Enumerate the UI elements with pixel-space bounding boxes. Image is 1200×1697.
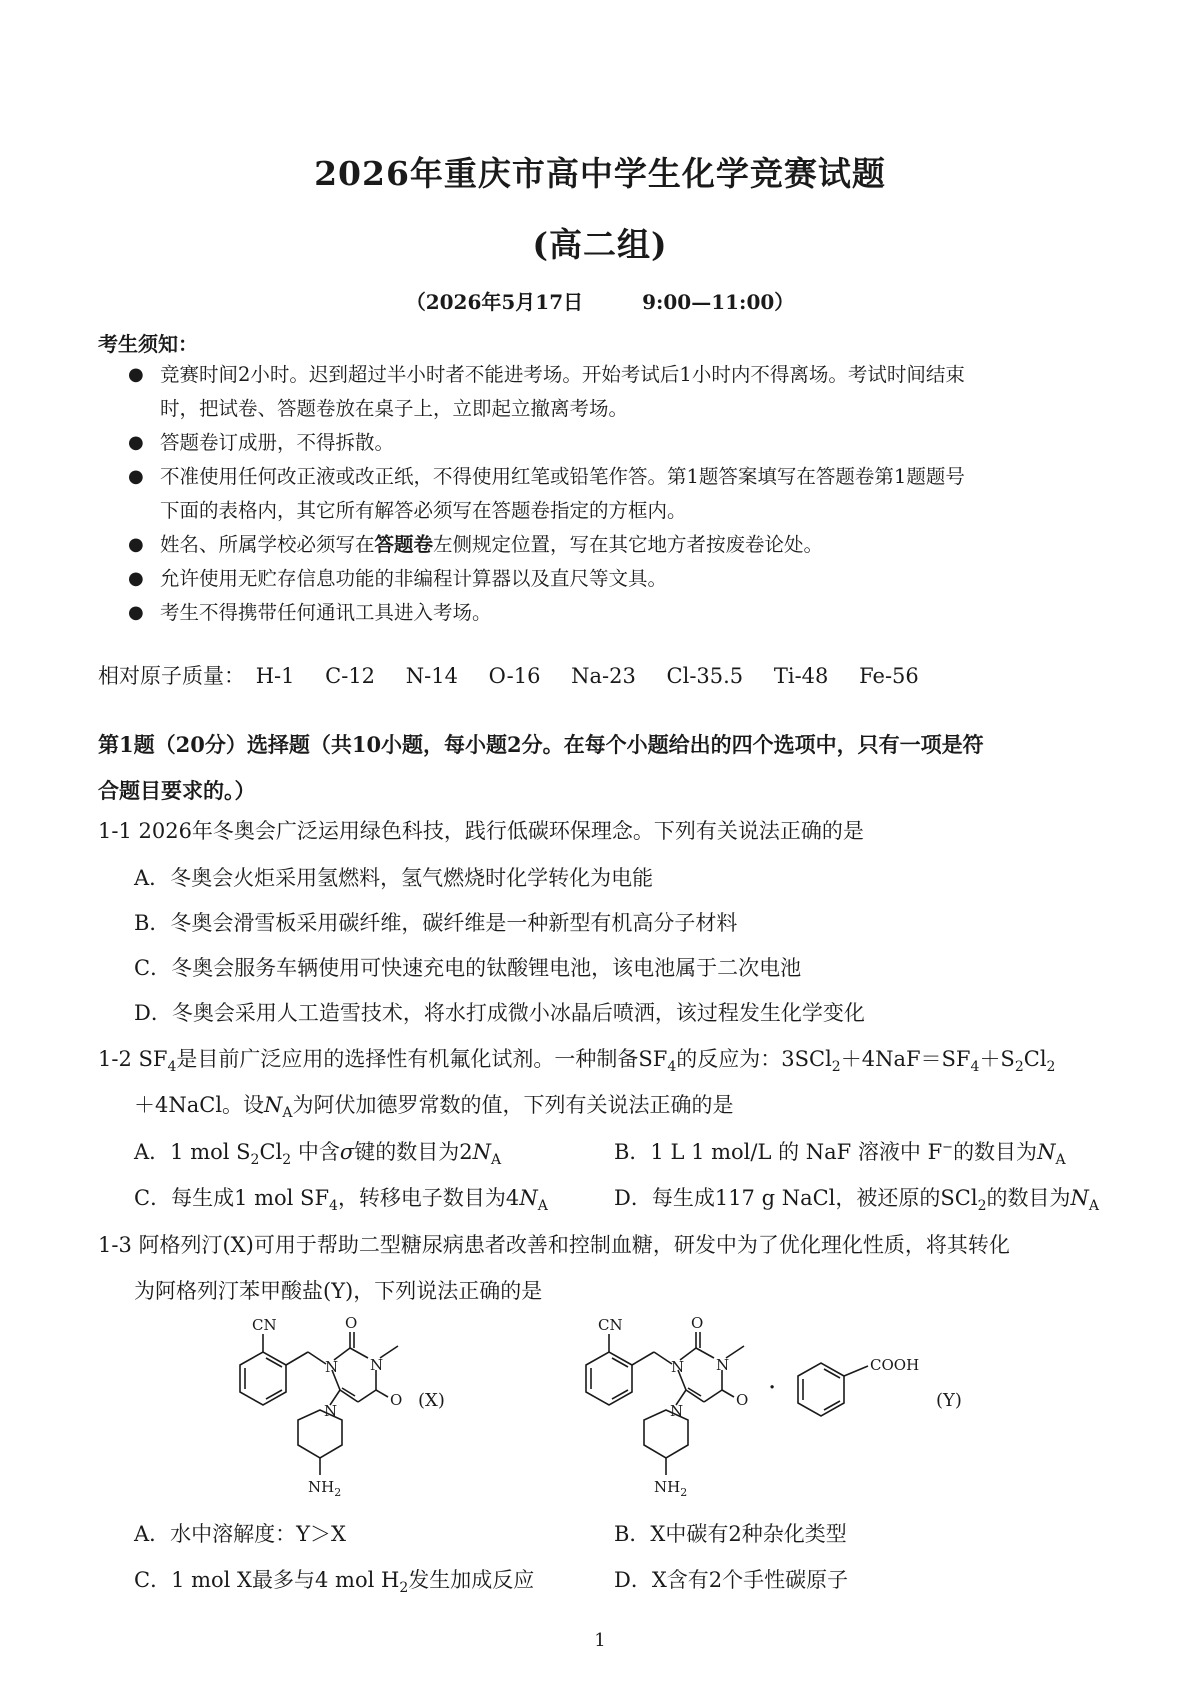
- bond: [704, 1390, 722, 1402]
- bond: [824, 1401, 840, 1410]
- bond: [308, 1352, 326, 1364]
- notice-item: [98, 562, 1118, 596]
- bond: [266, 1358, 282, 1367]
- n-label: N: [670, 1402, 684, 1420]
- text: Cl: [259, 1140, 283, 1164]
- text: 为阿伏加德罗常数的值，下列有关说法正确的是: [292, 1093, 734, 1117]
- text: 是目前广泛应用的选择性有机氟化试剂。一种制备SF: [176, 1047, 668, 1071]
- bond: [722, 1390, 734, 1397]
- text: D．每生成117 g NaCl，被还原的SCl: [614, 1186, 978, 1210]
- text: N: [519, 1186, 538, 1210]
- benzene-ring: [586, 1352, 632, 1405]
- notice-text: 时，把试卷、答题卷放在桌子上，立即起立撤离考场。: [160, 397, 629, 420]
- notice-text: 下面的表格内，其它所有解答必须写在答题卷指定的方框内。: [160, 499, 687, 522]
- label-x: (X): [418, 1390, 445, 1411]
- notice-item: [98, 392, 1118, 426]
- text: N: [264, 1093, 283, 1117]
- subscript: 2: [1046, 1059, 1056, 1076]
- text: ＋4NaCl。设: [134, 1093, 265, 1117]
- n-label: N: [716, 1356, 730, 1374]
- heading-line: 合题目要求的。）: [98, 778, 256, 803]
- option-d: D．冬奥会采用人工造雪技术，将水打成微小冰晶后喷洒，该过程发生化学变化: [134, 1001, 865, 1025]
- subscript: 4: [329, 1198, 338, 1215]
- bond: [612, 1390, 628, 1399]
- text: 1-2 SF: [98, 1047, 168, 1071]
- subscript: 2: [399, 1580, 409, 1597]
- bond: [286, 1352, 308, 1365]
- o-label: O: [390, 1391, 403, 1409]
- dot-separator: ·: [768, 1373, 777, 1403]
- text: σ: [339, 1140, 355, 1164]
- bond: [824, 1369, 840, 1378]
- text: Cl: [1023, 1047, 1047, 1071]
- bullet-icon: ●: [128, 364, 144, 385]
- text: N: [1070, 1186, 1089, 1210]
- bond: [358, 1390, 376, 1402]
- bullet-icon: ●: [128, 602, 144, 623]
- subscript: 2: [282, 1152, 292, 1169]
- subscript: A: [1088, 1198, 1099, 1215]
- notice-text: 竞赛时间2小时。迟到超过半小时者不能进考场。开始考试后1小时内不得离场。考试时间结束: [160, 363, 965, 386]
- exam-date-day: （2026年5月17日: [405, 290, 584, 314]
- notice-item: [98, 426, 1118, 460]
- bond: [612, 1358, 628, 1367]
- question-1-2-stem: [98, 1043, 1055, 1075]
- option-b: B．X中碳有2种杂化类型: [614, 1522, 847, 1546]
- text: 的数目为: [953, 1140, 1038, 1164]
- cooh-label: COOH: [870, 1356, 920, 1374]
- option-c: C．冬奥会服务车辆使用可快速充电的钛酸锂电池，该电池属于二次电池: [134, 956, 802, 980]
- text: B．1 L 1 mol/L 的 NaF 溶液中 F: [614, 1140, 943, 1164]
- subscript: A: [282, 1105, 293, 1122]
- atomic-mass: O-16: [488, 664, 541, 688]
- n-label: N: [370, 1356, 384, 1374]
- subscript: 2: [1014, 1059, 1024, 1076]
- option-b: [614, 1136, 1066, 1168]
- question-1-2-stem-line2: [134, 1089, 734, 1121]
- bond: [376, 1390, 388, 1397]
- bullet-icon: ●: [128, 534, 144, 555]
- page-number: 1: [594, 1630, 606, 1651]
- atomic-mass: C-12: [325, 664, 376, 688]
- atomic-mass: Na-23: [571, 664, 636, 688]
- text: N: [472, 1140, 491, 1164]
- option-c: [134, 1182, 548, 1214]
- text: 的数目为: [986, 1186, 1071, 1210]
- notice-item: [98, 358, 1118, 392]
- structure-y: [576, 1310, 1006, 1510]
- option-c: [134, 1564, 534, 1596]
- text: ，转移电子数目为4: [337, 1186, 520, 1210]
- bullet-icon: ●: [128, 432, 144, 453]
- question-1-3-stem: 1-3 阿格列汀(X)可用于帮助二型糖尿病患者改善和控制血糖，研发中为了优化理化性质，将其转化: [98, 1233, 1010, 1257]
- benzene-ring: [240, 1352, 286, 1405]
- bullet-icon: ●: [128, 466, 144, 487]
- subscript: 2: [977, 1198, 987, 1215]
- bond: [632, 1352, 654, 1365]
- option-a: [134, 1136, 501, 1168]
- text: 的反应为：3SCl: [676, 1047, 832, 1071]
- atomic-mass: Fe-56: [859, 664, 919, 688]
- text: 中含: [291, 1140, 340, 1164]
- exam-title: 2026年重庆市高中学生化学竞赛试题: [314, 154, 886, 193]
- text: 键的数目为2: [354, 1140, 473, 1164]
- option-a: A．水中溶解度：Y＞X: [134, 1522, 346, 1546]
- text: C．每生成1 mol SF: [134, 1186, 330, 1210]
- text: NH: [308, 1478, 335, 1496]
- notice-title: 考生须知：: [98, 332, 198, 356]
- o-label: O: [691, 1314, 704, 1332]
- text: A．1 mol S: [134, 1140, 251, 1164]
- option-d: D．X含有2个手性碳原子: [614, 1568, 849, 1592]
- atomic-mass: H-1: [255, 664, 295, 688]
- notice-item: [98, 460, 1118, 494]
- notice-text: 允许使用无贮存信息功能的非编程计算器以及直尺等文具。: [160, 567, 668, 590]
- exam-date: [0, 286, 1200, 315]
- notice-emphasis: 答题卷: [374, 533, 434, 556]
- superscript: −: [942, 1140, 954, 1155]
- question-1-heading: [98, 722, 1108, 814]
- notice-text: 考生不得携带任何通讯工具进入考场。: [160, 601, 492, 624]
- nh2-label: [308, 1478, 341, 1499]
- text: C．1 mol X最多与4 mol H: [134, 1568, 400, 1592]
- bond: [266, 1390, 282, 1399]
- subscript: 2: [250, 1152, 260, 1169]
- notice-text: 答题卷订成册，不得拆散。: [160, 431, 395, 454]
- question-1-1-stem: 1-1 2026年冬奥会广泛运用绿色科技，践行低碳环保理念。下列有关说法正确的是: [98, 819, 864, 843]
- subscript: A: [1055, 1152, 1066, 1169]
- cn-label: CN: [252, 1316, 277, 1334]
- subscript: A: [537, 1198, 548, 1215]
- notice-text: 不准使用任何改正液或改正纸，不得使用红笔或铅笔作答。第1题答案填写在答题卷第1题题号: [160, 465, 965, 488]
- notice-text: 姓名、所属学校必须写在: [160, 533, 375, 556]
- bond: [844, 1366, 868, 1376]
- n-label: N: [325, 1358, 339, 1376]
- notice-item: [98, 596, 1118, 630]
- exam-date-time: 9:00—11:00）: [642, 290, 795, 314]
- question-1-3-stem-line2: 为阿格列汀苯甲酸盐(Y)，下列说法正确的是: [134, 1279, 543, 1303]
- atomic-mass: N-14: [405, 664, 458, 688]
- subscript: 2: [334, 1486, 342, 1499]
- atomic-masses: [98, 660, 943, 690]
- bullet-icon: ●: [128, 568, 144, 589]
- subscript: 2: [831, 1059, 841, 1076]
- text: 发生加成反应: [408, 1568, 535, 1592]
- subscript: 4: [167, 1059, 177, 1076]
- subscript: A: [490, 1152, 502, 1169]
- n-label: N: [324, 1402, 338, 1420]
- n-label: N: [671, 1358, 685, 1376]
- text: N: [1037, 1140, 1056, 1164]
- atomic-mass: Ti-48: [773, 664, 829, 688]
- notice-item: [98, 494, 1118, 528]
- notice-list: [98, 358, 1118, 630]
- benzene-ring: [798, 1363, 844, 1416]
- subscript: 2: [680, 1486, 688, 1499]
- subscript: 4: [667, 1059, 677, 1076]
- bond: [350, 1348, 368, 1358]
- o-label: O: [736, 1391, 749, 1409]
- exam-group: (高二组): [532, 225, 668, 264]
- subscript: 4: [970, 1059, 980, 1076]
- option-b: B．冬奥会滑雪板采用碳纤维，碳纤维是一种新型有机高分子材料: [134, 911, 738, 935]
- text: ＋S: [979, 1047, 1015, 1071]
- atomic-mass: Cl-35.5: [666, 664, 744, 688]
- label-y: (Y): [936, 1390, 962, 1411]
- structure-x: [200, 1310, 500, 1510]
- text: ＋4NaF＝SF: [840, 1047, 971, 1071]
- option-a: A．冬奥会火炬采用氢燃料，氢气燃烧时化学转化为电能: [134, 866, 654, 890]
- nh2-label: [654, 1478, 687, 1499]
- notice-text: 左侧规定位置，写在其它地方者按废卷论处。: [433, 533, 824, 556]
- notice-item: [98, 528, 1118, 562]
- text: NH: [654, 1478, 681, 1496]
- o-label: O: [345, 1314, 358, 1332]
- option-d: [614, 1182, 1099, 1214]
- cn-label: CN: [598, 1316, 623, 1334]
- bond: [654, 1352, 672, 1364]
- bond: [696, 1348, 714, 1358]
- atomic-masses-label: 相对原子质量：: [98, 664, 245, 688]
- heading-line: 第1题（20分）选择题（共10小题，每小题2分。在每个小题给出的四个选项中，只有一项是符: [98, 732, 984, 757]
